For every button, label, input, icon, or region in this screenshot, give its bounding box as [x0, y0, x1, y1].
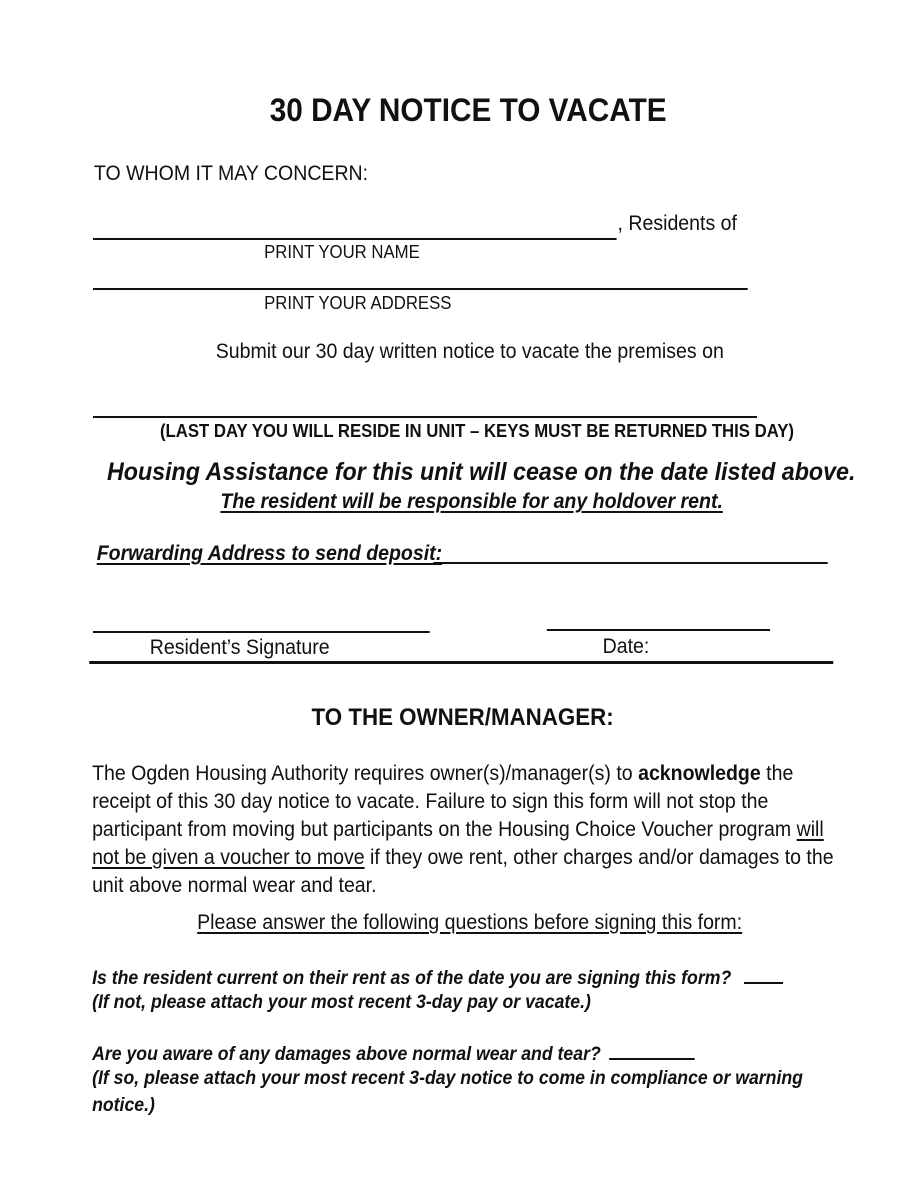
section-divider	[89, 661, 833, 664]
submit-notice-text: Submit our 30 day written notice to vacate the premises on	[215, 340, 724, 363]
question-2-note-line-1: (If so, please attach your most recent 3-day notice to come in compliance or warning	[92, 1068, 803, 1089]
name-caption: PRINT YOUR NAME	[264, 242, 420, 262]
question-2-answer-line[interactable]	[609, 1042, 695, 1060]
acknowledge-emphasis: acknowledge	[638, 762, 761, 785]
owner-paragraph-line-1: The Ogden Housing Authority requires owner(s)/manager(s) to acknowledge the	[92, 762, 794, 785]
will-emphasis: will	[796, 818, 824, 841]
question-2-text: Are you aware of any damages above normal wear and tear?	[92, 1044, 601, 1065]
housing-assistance-text: Housing Assistance for this unit will cease on the date listed above.	[106, 458, 856, 486]
question-1	[92, 966, 783, 990]
address-line[interactable]	[93, 288, 748, 290]
owner-paragraph-line-4: not be given a voucher to move if they owe rent, other charges and/or damages to the	[92, 846, 834, 869]
questions-instruction: Please answer the following questions before signing this form:	[197, 911, 743, 934]
question-2	[92, 1042, 695, 1066]
signature-line[interactable]	[93, 631, 430, 633]
page-title: 30 DAY NOTICE TO VACATE	[269, 92, 667, 128]
forwarding-address-line[interactable]	[433, 562, 827, 564]
date-caption: Date:	[602, 635, 650, 658]
owner-paragraph-line-5: unit above normal wear and tear.	[92, 874, 377, 897]
address-caption: PRINT YOUR ADDRESS	[264, 293, 452, 313]
residents-of-text: , Residents of	[617, 212, 737, 235]
owner-manager-heading: TO THE OWNER/MANAGER:	[311, 704, 614, 731]
owner-paragraph-line-2: receipt of this 30 day notice to vacate. Failure to sign this form will not stop the	[92, 790, 769, 813]
question-1-answer-line[interactable]	[744, 966, 783, 984]
name-line[interactable]	[93, 238, 617, 240]
date-line[interactable]	[547, 629, 770, 631]
question-1-note: (If not, please attach your most recent 3-day pay or vacate.)	[92, 992, 591, 1013]
last-day-caption: (LAST DAY YOU WILL RESIDE IN UNIT – KEYS MUST BE RETURNED THIS DAY)	[159, 421, 794, 441]
question-2-note-line-2: notice.)	[92, 1095, 155, 1116]
signature-caption: Resident’s Signature	[149, 636, 330, 659]
holdover-rent-text: The resident will be responsible for any holdover rent.	[220, 490, 723, 513]
last-day-line[interactable]	[93, 416, 757, 418]
forwarding-address-label: Forwarding Address to send deposit:	[96, 542, 443, 565]
owner-paragraph-line-3: participant from moving but participants on the Housing Choice Voucher program will	[92, 818, 824, 841]
owner-paragraph	[92, 760, 834, 900]
salutation: TO WHOM IT MAY CONCERN:	[93, 162, 369, 185]
question-1-text: Is the resident current on their rent as of the date you are signing this form?	[92, 968, 732, 989]
not-given-voucher-emphasis: not be given a voucher to move	[92, 846, 365, 869]
